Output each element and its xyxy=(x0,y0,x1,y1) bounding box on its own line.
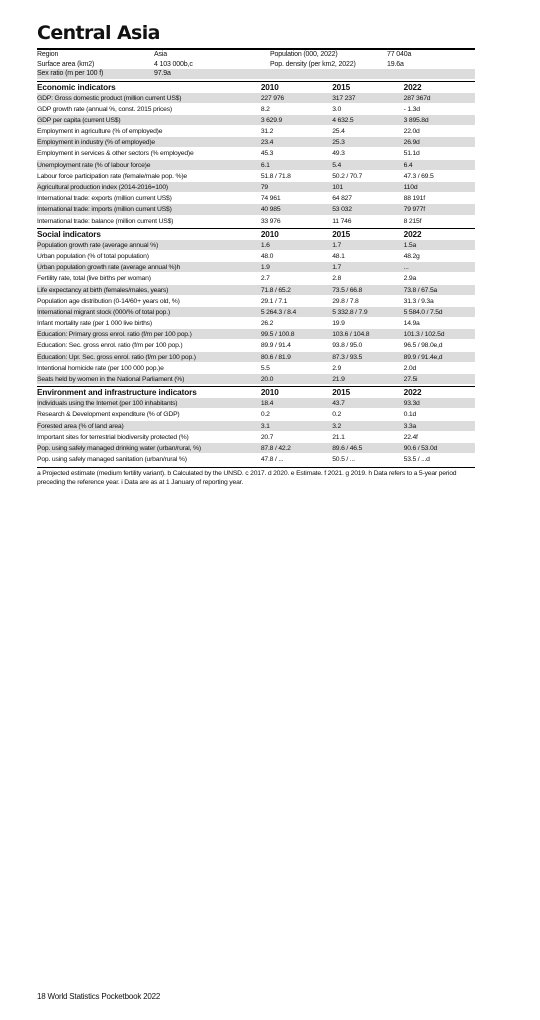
indicator-row xyxy=(37,103,475,114)
indicator-value: 6.1 xyxy=(260,161,270,169)
indicator-row xyxy=(37,295,475,306)
indicator-label: Agricultural production index (2014-2016=100) xyxy=(37,184,168,191)
indicator-value: 21.1 xyxy=(332,433,345,441)
indicator-value: 1.5a xyxy=(403,241,417,249)
indicator-value: 71.8 / 65.2 xyxy=(260,286,291,294)
indicator-value: 73.5 / 66.8 xyxy=(332,286,363,294)
indicator-value: 20.0 xyxy=(260,376,274,383)
year-column-header: 2022 xyxy=(403,82,422,92)
page-footer: 18 World Statistics Pocketbook 2022 xyxy=(37,992,161,1001)
meta-value xyxy=(387,69,467,79)
indicator-value: 0.1d xyxy=(403,411,417,419)
year-column-header: 2022 xyxy=(403,388,422,398)
indicator-value: 19.9 xyxy=(332,320,345,328)
meta-label: Region xyxy=(37,51,59,58)
indicator-value: 99.5 / 100.8 xyxy=(260,331,295,339)
section-header xyxy=(37,81,475,92)
indicator-value: 79 xyxy=(260,184,268,191)
indicator-value: 103.6 / 104.8 xyxy=(332,331,370,339)
indicator-row xyxy=(37,203,475,214)
indicator-value: 49.3 xyxy=(332,150,345,158)
meta-value: Asia xyxy=(154,51,168,58)
indicator-value: 88 191f xyxy=(403,195,425,203)
indicator-label: Population growth rate (average annual %) xyxy=(37,241,159,249)
indicator-value: 47.3 / 69.5 xyxy=(403,172,434,180)
indicator-value: 5 584.0 / 7.5d xyxy=(403,308,443,316)
indicator-row xyxy=(37,351,475,362)
year-column-header: 2015 xyxy=(332,388,351,398)
indicator-row xyxy=(37,284,475,295)
indicator-value: 51.1d xyxy=(403,150,420,158)
indicator-value: 23.4 xyxy=(260,139,274,147)
indicator-value: 80.6 / 81.9 xyxy=(260,353,291,361)
indicator-row xyxy=(37,373,475,384)
indicator-value: 5.4 xyxy=(332,161,342,169)
year-column-header: 2010 xyxy=(260,82,279,92)
indicator-value: 5.5 xyxy=(260,364,270,372)
indicator-row xyxy=(37,114,475,125)
indicator-value: 87.3 / 93.5 xyxy=(332,353,363,361)
indicator-value: 2.9 xyxy=(332,364,342,372)
indicator-value: 3.1 xyxy=(260,422,270,430)
indicator-label: Employment in agriculture (% of employed)e xyxy=(37,128,163,136)
indicator-row xyxy=(37,147,475,158)
indicator-value: 11 746 xyxy=(332,217,352,225)
section-title: Environment and infrastructure indicators xyxy=(37,388,197,398)
indicator-value: 48.0 xyxy=(260,252,274,260)
indicator-row xyxy=(37,125,475,136)
indicator-value: 89.9 / 91.4 xyxy=(260,342,291,350)
indicator-value: 79 977f xyxy=(403,206,425,214)
indicator-row xyxy=(37,453,475,464)
indicator-label: Important sites for terrestrial biodiversity protected (%) xyxy=(37,433,189,441)
section-title: Economic indicators xyxy=(37,82,116,92)
general-info-row xyxy=(37,60,475,70)
indicator-value: 25.3 xyxy=(332,139,345,147)
indicator-row xyxy=(37,362,475,373)
indicator-value: 74 961 xyxy=(260,195,281,203)
indicator-label: Forested area (% of land area) xyxy=(37,422,124,430)
indicator-value: 101.3 / 102.5d xyxy=(403,331,445,339)
meta-label: Population (000, 2022) xyxy=(270,51,338,58)
indicator-value: 53.5 / ...d xyxy=(403,456,430,464)
indicator-value: 21.9 xyxy=(332,376,345,383)
indicator-label: Research & Development expenditure (% of GDP) xyxy=(37,411,180,419)
year-column-header: 2015 xyxy=(332,229,351,239)
indicator-value: 2.7 xyxy=(260,275,270,283)
indicator-value: ... xyxy=(403,264,409,272)
indicator-value: 51.8 / 71.8 xyxy=(260,172,291,180)
indicator-value: 50.5 / ... xyxy=(332,456,355,464)
indicator-row xyxy=(37,328,475,339)
indicator-value: 89.9 / 91.4e,d xyxy=(403,353,443,361)
footnotes: a Projected estimate (medium fertility variant). b Calculated by the UNSD. c 2017. d 2020. e Estimate. f 2021. g 2019. h Data refers to a 5-year period preceding the reference year. i Data are as at 1 January of reporting year. xyxy=(37,467,475,487)
indicator-value: 0.2 xyxy=(260,411,270,419)
indicator-value: 40 985 xyxy=(260,206,281,214)
general-info-row xyxy=(37,50,475,60)
indicator-value: 31.3 / 9.3a xyxy=(403,297,434,305)
indicator-value: 29.8 / 7.8 xyxy=(332,297,359,305)
indicator-row xyxy=(37,192,475,203)
indicator-value: 73.8 / 67.5a xyxy=(403,286,438,294)
indicator-row xyxy=(37,339,475,350)
indicator-row xyxy=(37,408,475,419)
indicator-row xyxy=(37,306,475,317)
indicator-value: 20.7 xyxy=(260,433,274,441)
indicator-value: 3.3a xyxy=(403,422,417,430)
indicator-label: Education: Upr. Sec. gross enrol. ratio (f/m per 100 pop.) xyxy=(37,353,196,361)
meta-value: 97.9a xyxy=(154,70,171,77)
indicator-label: Urban population growth rate (average annual %)h xyxy=(37,264,181,272)
indicator-label: Individuals using the Internet (per 100 inhabitants) xyxy=(37,400,178,408)
indicator-value: 31.2 xyxy=(260,128,274,136)
indicator-row xyxy=(37,261,475,272)
indicator-label: Pop. using safely managed sanitation (urban/rural %) xyxy=(37,456,187,464)
indicator-row xyxy=(37,92,475,103)
indicator-label: International trade: balance (million current US$) xyxy=(37,217,174,225)
indicator-value: 27.5i xyxy=(403,376,418,383)
year-column-header: 2022 xyxy=(403,229,422,239)
indicator-value: 1.6 xyxy=(260,241,270,249)
indicator-value: 26.9d xyxy=(403,139,420,147)
indicator-value: 227 976 xyxy=(260,94,284,102)
indicator-value: 5 332.8 / 7.9 xyxy=(332,308,368,316)
meta-value: 19.6a xyxy=(387,60,404,68)
indicator-value: 317 237 xyxy=(332,94,356,102)
indicator-value: 110d xyxy=(403,184,418,191)
indicator-label: GDP per capita (current US$) xyxy=(37,116,121,124)
indicator-label: GDP growth rate (annual %, const. 2015 prices) xyxy=(37,105,172,113)
meta-label: Surface area (km2) xyxy=(37,60,95,68)
indicator-row xyxy=(37,317,475,328)
indicator-value: 0.2 xyxy=(332,411,342,419)
indicator-value: 1.9 xyxy=(260,264,270,272)
indicator-value: 33 976 xyxy=(260,217,281,225)
indicator-value: 93.3d xyxy=(403,400,420,408)
indicator-value: 3.0 xyxy=(332,105,342,113)
indicator-value: 2.0d xyxy=(403,364,417,372)
indicator-value: 18.4 xyxy=(260,400,274,408)
indicator-row xyxy=(37,420,475,431)
indicator-value: 96.5 / 98.0e,d xyxy=(403,342,443,350)
indicator-value: 2.8 xyxy=(332,275,342,283)
indicator-row xyxy=(37,136,475,147)
page-title: Central Asia xyxy=(37,22,160,44)
indicator-value: 29.1 / 7.1 xyxy=(260,297,288,305)
indicator-row xyxy=(37,170,475,181)
indicator-label: Employment in services & other sectors (% employed)e xyxy=(37,150,194,158)
indicator-label: Urban population (% of total population) xyxy=(37,252,149,260)
indicator-value: 87.8 / 42.2 xyxy=(260,444,291,452)
meta-label: Pop. density (per km2, 2022) xyxy=(270,60,356,68)
indicator-value: 53 032 xyxy=(332,206,352,214)
section-header xyxy=(37,228,475,239)
indicator-row xyxy=(37,239,475,250)
indicator-value: 43.7 xyxy=(332,400,345,408)
indicator-value: 3 895.8d xyxy=(403,116,429,124)
section-header xyxy=(37,386,475,397)
indicator-value: 90.6 / 53.0d xyxy=(403,444,438,452)
indicator-label: Intentional homicide rate (per 100 000 pop.)e xyxy=(37,364,164,372)
indicator-value: 287 367d xyxy=(403,94,431,102)
indicator-label: Employment in industry (% of employed)e xyxy=(37,139,155,147)
indicator-label: Unemployment rate (% of labour force)e xyxy=(37,161,151,169)
indicator-label: Education: Sec. gross enrol. ratio (f/m per 100 pop.) xyxy=(37,342,183,350)
indicator-value: 4 632.5 xyxy=(332,116,354,124)
meta-label xyxy=(270,69,387,79)
meta-value: 77 040a xyxy=(387,51,412,58)
indicator-value: 1.7 xyxy=(332,241,342,249)
indicator-value: 48.1 xyxy=(332,252,345,260)
indicator-row xyxy=(37,397,475,408)
country-profile-page xyxy=(37,20,475,487)
indicator-value: 6.4 xyxy=(403,161,413,169)
general-info-row xyxy=(37,69,475,79)
indicator-value: 48.2g xyxy=(403,252,420,260)
indicator-value: 50.2 / 70.7 xyxy=(332,172,363,180)
indicator-label: International trade: imports (million current US$) xyxy=(37,206,172,214)
indicator-label: Labour force participation rate (female/male pop. %)e xyxy=(37,172,187,180)
year-column-header: 2010 xyxy=(260,229,279,239)
indicator-sections xyxy=(37,81,475,465)
year-column-header: 2015 xyxy=(332,82,351,92)
indicator-value: 8 215f xyxy=(403,217,422,225)
indicator-value: 22.0d xyxy=(403,128,420,136)
meta-value: 4 103 000b,c xyxy=(154,60,193,68)
indicator-row xyxy=(37,215,475,226)
section-title: Social indicators xyxy=(37,229,101,239)
indicator-value: - 1.3d xyxy=(403,105,420,113)
indicator-value: 101 xyxy=(332,184,343,191)
indicator-label: Life expectancy at birth (females/males, years) xyxy=(37,286,169,294)
indicator-label: International trade: exports (million current US$) xyxy=(37,195,172,203)
indicator-row xyxy=(37,272,475,283)
general-info-block xyxy=(37,48,475,79)
indicator-row xyxy=(37,159,475,170)
indicator-value: 45.3 xyxy=(260,150,274,158)
indicator-value: 93.8 / 95.0 xyxy=(332,342,363,350)
indicator-label: GDP: Gross domestic product (million current US$) xyxy=(37,94,182,102)
indicator-label: Education: Primary gross enrol. ratio (f/m per 100 pop.) xyxy=(37,331,192,339)
indicator-value: 8.2 xyxy=(260,105,270,113)
indicator-row xyxy=(37,431,475,442)
indicator-value: 3 629.9 xyxy=(260,116,283,124)
indicator-value: 2.9a xyxy=(403,275,417,283)
indicator-row xyxy=(37,442,475,453)
indicator-value: 5 264.3 / 8.4 xyxy=(260,308,297,316)
indicator-label: Infant mortality rate (per 1 000 live births) xyxy=(37,320,152,328)
indicator-label: Seats held by women in the National Parliament (%) xyxy=(37,376,185,383)
indicator-value: 64 827 xyxy=(332,195,352,203)
indicator-value: 89.6 / 46.5 xyxy=(332,444,363,452)
indicator-value: 1.7 xyxy=(332,264,342,272)
indicator-value: 3.2 xyxy=(332,422,342,430)
indicator-row xyxy=(37,250,475,261)
meta-label: Sex ratio (m per 100 f) xyxy=(37,70,104,77)
indicator-value: 47.8 / ... xyxy=(260,456,284,464)
indicator-label: Fertility rate, total (live births per woman) xyxy=(37,275,151,283)
indicator-label: International migrant stock (000/% of total pop.) xyxy=(37,308,171,316)
year-column-header: 2010 xyxy=(260,388,279,398)
indicator-label: Pop. using safely managed drinking water (urban/rural, %) xyxy=(37,444,201,452)
indicator-value: 25.4 xyxy=(332,128,345,136)
indicator-value: 14.9a xyxy=(403,320,420,328)
indicator-value: 22.4f xyxy=(403,433,418,441)
indicator-value: 26.2 xyxy=(260,320,274,328)
indicator-row xyxy=(37,181,475,192)
indicator-label: Population age distribution (0-14/60+ years old, %) xyxy=(37,297,180,305)
